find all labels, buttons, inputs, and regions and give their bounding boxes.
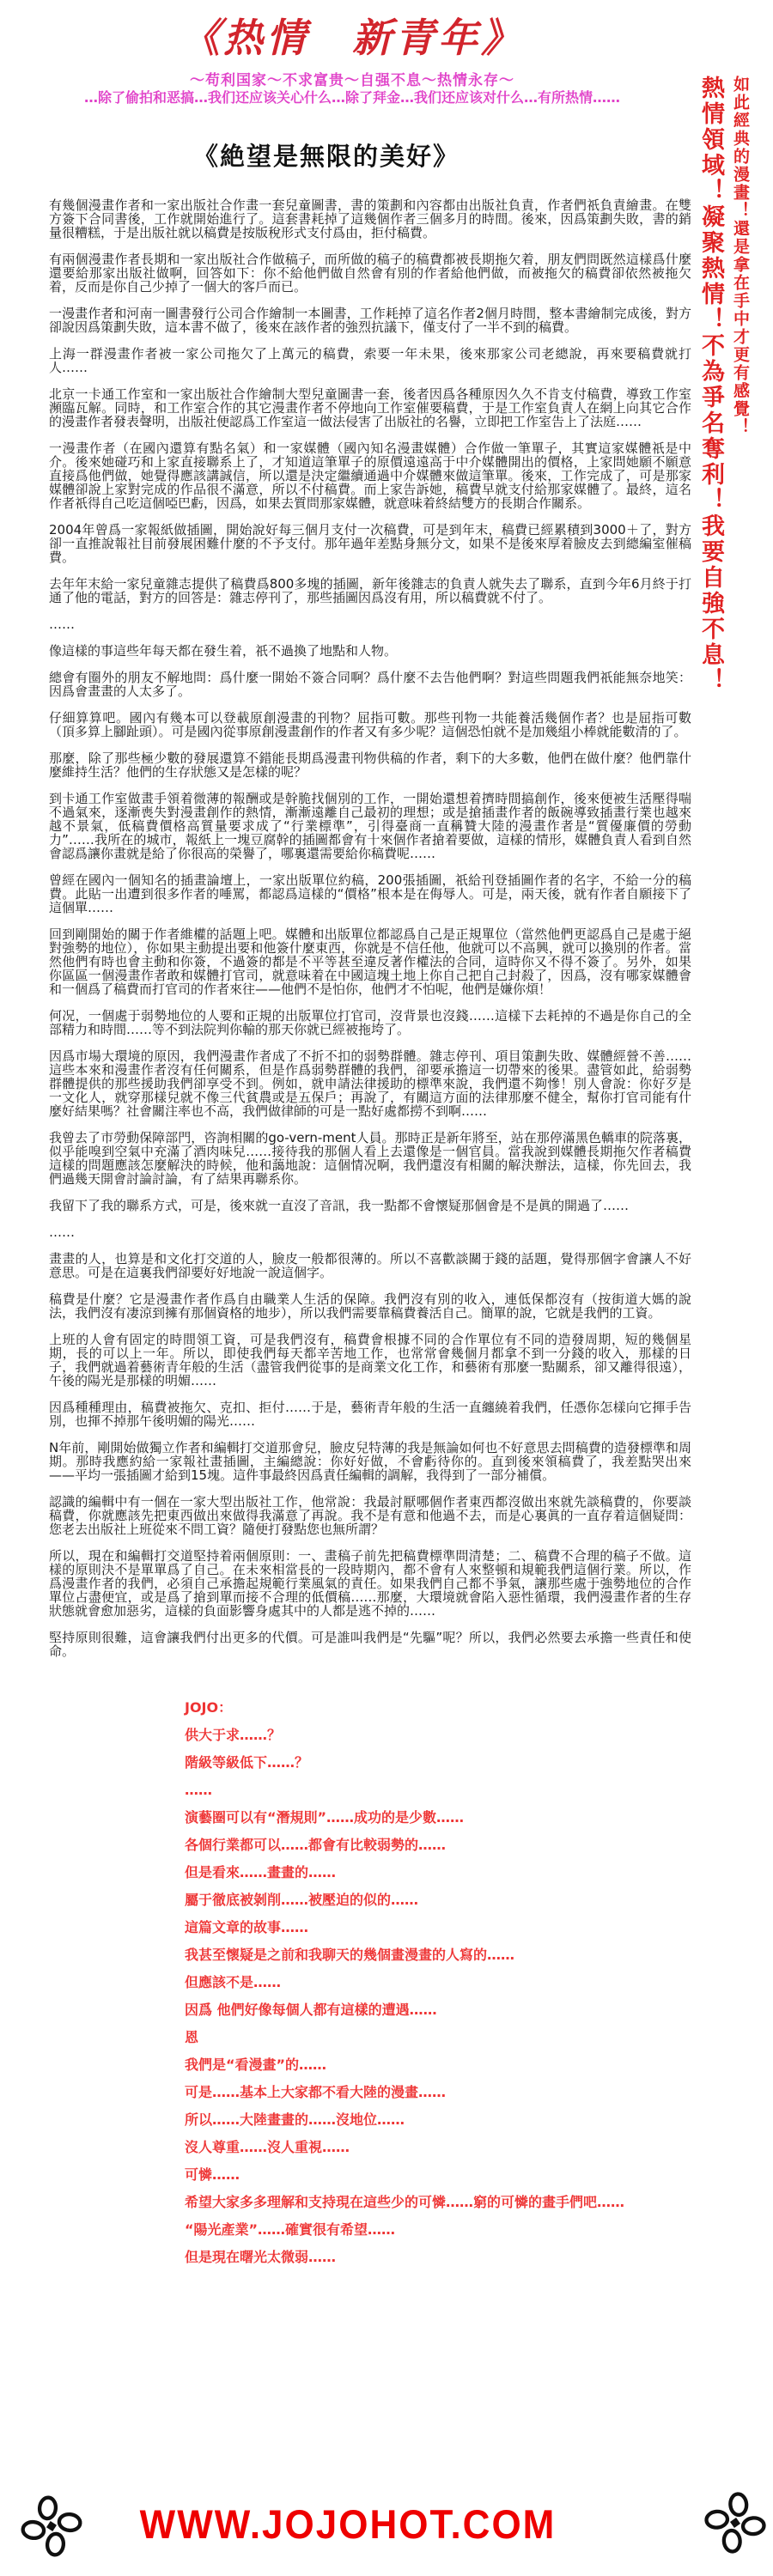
essay-paragraph: 認識的編輯中有一個在一家大型出版社工作，他常說：我最討厭哪個作者東西都沒做出來就先談稿費的，你要談稿費，你就應該先把東西做出來做得我滿意了再說。我不是有意和他過不去，而是心裏眞的一直存着這個疑問：您老去出版社上班從來不問工資？隨便打發點您也無所謂？: [49, 1494, 691, 1537]
essay-paragraph: 到卡通工作室做畫手領着微薄的報酬或是幹脆找個別的工作，一開始還想着擠時間搞創作，後來便被生活壓得喘不過氣來，逐漸喪失對漫畫創作的熱情，漸漸遠離自己最初的理想；或是搶插畫作者的飯碗導致插畫行業也越來越不景氣，低稿費價格高質量要求成了“行業標準”，引得臺商一直稱贊大陸的漫畫作者是“質優廉價的勞動力”……我所在的城市，報紙上一塊豆腐幹的插圖都會有十來個作者搶着要做，這樣的情形，媒體負責人看到自然會認爲讓你畫就是給了你很高的榮譽了，哪裏還需要給你稿費呢……: [49, 791, 691, 861]
jojo-comment-line: 各個行業都可以……都會有比較弱勢的……: [185, 1837, 447, 1853]
essay-paragraph: 總會有圈外的朋友不解地問：爲什麼一開始不簽合同啊？爲什麼不去告他們啊？對這些問題我們祇能無奈地笑：因爲會畫畫的人太多了。: [49, 670, 691, 699]
header: [0, 0, 704, 106]
essay-paragraph: 我曾去了市勞動保障部門，咨詢相關的go-vern-ment人員。那時正是新年將至，站在那停滿黑色轎車的院落裏，似乎能嗅到空氣中充滿了酒肉味兒……接待我的那個人看上去還像是一個官員。當我說到媒體長期拖欠作者稿費這樣的問題應該怎麼解決的時候，他和藹地說：這個情况啊，我們還沒有相關的解決辦法，這樣，你先回去，我們過幾天開會討論討論，有了結果再聯系你。: [49, 1130, 691, 1187]
vertical-slogan-large: 熱情領域！凝聚熱情！不為爭名奪利！我要自強不息！: [697, 76, 724, 694]
jojo-comment-line: JOJO：: [185, 1699, 233, 1716]
vertical-slogan-small: 如此經典的漫畫！還是拿在手中才更有感覺！: [731, 76, 750, 436]
jojo-comment-line: 但應該不是……: [185, 1974, 282, 1990]
essay-paragraph: 一漫畫作者（在國內還算有點名氣）和一家媒體（國內知名漫畫媒體）合作做一筆單子，其實這家媒體祇是中介。後來她碰巧和上家直接聯系上了，才知道這筆單子的原價遠遠高于中介媒體開出的價格，上家問她願不願意直接爲他們做，她覺得應該講誠信，所以還是決定繼續通過中介媒體來做這筆單。後來，工作完成了，可是那家媒體卻說上家對完成的作品很不滿意，所以不付稿費。而上家告訴她，稿費早就支付給那家媒體了。最終，這名作者祇得自己吃這個啞巴虧，因爲，如果去質問那家媒體，就意味着終結雙方的長期合作關系。: [49, 440, 691, 511]
jojo-comment-line: “陽光產業”……確實很有希望……: [185, 2221, 396, 2238]
site-url-link[interactable]: WWW.JOJOHOT.COM: [139, 2502, 557, 2548]
essay-paragraph: 回到剛開始的關于作者維權的話題上吧。媒體和出版單位都認爲自己是正規單位（當然他們更認爲自己是處于絕對強勢的地位），你如果主動提出要和他簽什麼東西，你就是不信任他，他就可以不高興，就可以換別的作者。當然他們有時也會主動和你簽，不過簽的都是不平等甚至違反著作權法的合同，這時你又不得不簽了。另外，如果你區區一個漫畫作者敢和媒體打官司，就意味着在中國這塊土地上你自己把自己封殺了，因爲，沒有哪家媒體會和一個爲了稿費而打官司的作者來往——他們不是怕你，他們才不怕呢，他們是嫌你煩！: [49, 927, 691, 997]
essay-paragraph: 上海一群漫畫作者被一家公司拖欠了上萬元的稿費，索要一年未果，後來那家公司老總說，再來要稿費就打人……: [49, 346, 691, 375]
jojo-comment-line: 但是現在曙光太微弱……: [185, 2249, 337, 2265]
essay-paragraph: 何况，一個處于弱勢地位的人要和正規的出版單位打官司，沒背景也沒錢……這樣下去耗掉的不過是你自己的全部精力和時間……等不到法院判你輸的那天你就已經被拖垮了。: [49, 1008, 691, 1037]
subtitle-line-2: …除了偷拍和恶搞…我们还应该关心什么…除了拜金…我们还应该对什么…有所热情……: [83, 89, 620, 106]
jojo-comment-line: 我甚至懷疑是之前和我聊天的幾個畫漫畫的人寫的……: [185, 1947, 515, 1963]
essay-paragraph: N年前，剛開始做獨立作者和編輯打交道那會兒，臉皮兒特薄的我是無論如何也不好意思去問稿費的造發標準和周期。那時我應約給一家報社畫插圖，主編總說：你好好做，不會虧待你的。直到後來領稿費了，我差點哭出來——平均一張插圖才給到15塊。這件事最終因爲責任編輯的調解，我得到了一部分補償。: [49, 1440, 691, 1483]
jojo-comment-line: 因爲 他們好像每個人都有這樣的遭遇……: [185, 2002, 437, 2018]
essay-paragraph: 那麼，除了那些極少數的發展還算不錯能長期爲漫畫刊物供稿的作者，剩下的大多數，他們在做什麼？他們靠什麼維持生活？他們的生存狀態又是怎樣的呢？: [49, 750, 691, 780]
jojo-comment-block: [185, 1694, 773, 2271]
jojo-comment-line: 可是……基本上大家都不看大陸的漫畫……: [185, 2084, 447, 2100]
jojo-comment-line: 恩: [185, 2029, 199, 2045]
jojo-comment-line: 我們是“看漫畫”的……: [185, 2057, 327, 2073]
jojo-comment-line: 但是看來……畫畫的……: [185, 1864, 337, 1880]
jojo-comment-line: 所以……大陸畫畫的……沒地位……: [185, 2111, 405, 2128]
jojo-comment-line: ……: [185, 1782, 212, 1798]
page-title: 《热情 新青年》: [180, 15, 524, 61]
jojo-comment-line: 希望大家多多理解和支持現在這些少的可憐……窮的可憐的畫手們吧……: [185, 2194, 625, 2210]
essay-paragraph: 北京一卡通工作室和一家出版社合作繪制大型兒童圖書一套，後者因爲各種原因久久不肯支付稿費，導致工作室瀕臨瓦解。同時，和工作室合作的其它漫畫作者不停地向工作室催要稿費，于是工作室負責人在網上向其它合作的漫畫作者發表聲明，出版社便認爲工作室這一做法侵害了出版社的名譽，立即把工作室告上了法庭……: [49, 386, 691, 429]
subtitle-line-1: ～苟利国家～不求富贵～自强不息～热情永存～: [190, 72, 514, 89]
pinwheel-flower-icon: [698, 2480, 772, 2565]
essay-paragraph: 像這樣的事這些年每天都在發生着，祇不過換了地點和人物。: [49, 643, 398, 659]
jojo-comment-line: 階級等級低下……？: [185, 1754, 309, 1771]
essay-paragraph: 上班的人會有固定的時間領工資，可是我們沒有，稿費會根據不同的合作單位有不同的造發周期，短的幾個星期，長的可以上一年。所以，即使我們每天都辛苦地工作，也常常會幾個月都拿不到一分錢的收入，那樣的日子，我們就過着藝術青年般的生活（盡管我們從事的是商業文化工作，和藝術有那麼一點關系，卻又離得很遠），午後的陽光是那樣的明媚……: [49, 1332, 691, 1388]
jojo-comment-line: 供大于求……？: [185, 1727, 282, 1743]
essay-paragraph: 有兩個漫畫作者長期和一家出版社合作做稿子，而所做的稿子的稿費都被長期拖欠着，朋友們問既然這樣爲什麼還要給那家出版社做啊，回答如下：你不給他們做自然會有別的作者給他們做，而被拖欠的稿費卻依然被拖欠着，反而是你自己少掉了一個大的客戶而已。: [49, 252, 691, 295]
jojo-comment-line: 可憐……: [185, 2166, 240, 2183]
essay-paragraph: 2004年曾爲一家報紙做插圖，開始說好每三個月支付一次稿費，可是到年末，稿費已經累積到3000＋了，對方卻一直推說報社目前發展困難什麼的不予支付。那年過年差點身無分文，如果不是後來厚着臉皮去到總編室催稿費。: [49, 522, 691, 565]
essay-paragraph: 稿費是什麼？它是漫畫作者作爲自由職業人生活的保障。我們沒有別的收入，連低保都沒有（按街道大媽的說法，我們沒有凄涼到擁有那個資格的地步），所以我們需要靠稿費養活自己。簡單的說，它就是我們的工資。: [49, 1291, 691, 1321]
essay-body: [49, 198, 691, 1658]
essay-paragraph: 畫畫的人，也算是和文化打交道的人，臉皮一般都很薄的。所以不喜歡談關于錢的話題，覺得那個字會讓人不好意思。可是在這裏我們卻要好好地說一說這個字。: [49, 1251, 691, 1280]
jojo-comment-line: 演藝圈可以有“潛規則”……成功的是少數……: [185, 1809, 465, 1826]
essay-paragraph: 堅持原則很難，這會讓我們付出更多的代價。可是誰叫我們是“先驅”呢？所以，我們必然要去承擔一些責任和使命。: [49, 1630, 691, 1659]
essay-paragraph: 因爲種種理由，稿費被拖欠、克扣、拒付……于是，藝術青年般的生活一直纏繞着我們，任憑你怎樣向它揮手告別，也揮不掉那午後明媚的陽光……: [49, 1400, 691, 1429]
essay-paragraph: ……: [49, 617, 75, 632]
essay-paragraph: 我留下了我的聯系方式，可是，後來就一直沒了音訊，我一點都不會懷疑那個會是不是眞的開過了……: [49, 1198, 630, 1213]
essay-paragraph: 曾經在國內一個知名的插畫論壇上，一家出版單位約稿，200張插圖，祇給刊登插圖作者的名字，不給一分的稿費。此貼一出遭到很多作者的唾罵，都認爲這樣的“價格”根本是在侮辱人。可是，兩天後，就有作者自願接下了這個單……: [49, 872, 691, 915]
pinwheel-flower-icon: [14, 2482, 90, 2569]
essay-paragraph: 去年年末給一家兒童雜志提供了稿費爲800多塊的插圖，新年後雜志的負責人就失去了聯系，直到今年6月終于打通了他的電話，對方的回答是：雜志停刊了，那些插圖因爲沒有用，所以稿費就不付了。: [49, 576, 691, 605]
jojo-comment-line: 屬于徹底被剝削……被壓迫的似的……: [185, 1892, 419, 1908]
jojo-comment-line: 這篇文章的故事……: [185, 1919, 309, 1935]
essay-paragraph: 仔細算算吧。國內有幾本可以登載原創漫畫的刊物？屈指可數。那些刊物一共能養活幾個作者？也是屈指可數（頂多算上腳趾頭）。可是國內從事原創漫畫創作的作者又有多少呢？這個恐怕就不是加幾組小棒就能數清的了。: [49, 710, 691, 739]
essay-paragraph: 所以，現在和編輯打交道堅持着兩個原則：一、畫稿子前先把稿費標準問清楚；二、稿費不合理的稿子不做。這樣的原則決不是單單爲了自己。在未來相當長的一段時期內，都不會有人來整頓和規範我們這個行業。所以，作爲漫畫作者的我們，必須自己承擔起規範行業風氣的責任。如果我們自己都不爭氣，讓那些處于強勢地位的合作單位占盡便宜，或是爲了搶到單而接不合理的低價稿……那麼，大環境就會陷入惡性循環，我們漫畫作者的生存狀態就會愈加惡劣，這樣的負面影響身處其中的人都是逃不掉的……: [49, 1548, 691, 1619]
essay-paragraph: ……: [49, 1224, 75, 1240]
essay-paragraph: 因爲市場大環境的原因，我們漫畫作者成了不折不扣的弱勢群體。雜志停刊、項目策劃失敗、媒體經營不善……這些本來和漫畫作者沒有任何關系，但是作爲弱勢群體的我們，卻要承擔這一切帶來的後果。盡管如此，給弱勢群體提供的那些援助我們卻享受不到。例如，就申請法律援助的標準來說，我們還不夠慘！別人會說：你好歹是一文化人，就穿那樣兒就不像三代貧農或是五保戶；再說了，有關這方面的法律那麼不健全，幫你打官司能有什麼好結果嗎？社會關注率也不高，我們做律師的可是一點好處都撈不到啊……: [49, 1048, 691, 1119]
essay-paragraph: 一漫畫作者和河南一圖書發行公司合作繪制一本圖書，工作耗掉了這名作者2個月時間，整本書繪制完成後，對方卻說因爲策劃失敗，這本書不做了，後來在該作者的強烈抗議下，僅支付了一半不到的稿費。: [49, 306, 691, 335]
essay-title: 《絶望是無限的美好》: [192, 142, 460, 171]
essay-paragraph: 有幾個漫畫作者和一家出版社合作畫一套兒童圖書，書的策劃和內容都由出版社負責，作者們祇負責繪畫。在雙方簽下合同書後，工作就開始進行了。這套書耗掉了這幾個作者三個多月的時間。後來，因爲策劃失敗，書的銷量很糟糕，于是出版社就以稿費是按版稅形式支付爲由，拒付稿費。: [49, 197, 691, 240]
jojo-comment-line: 沒人尊重……沒人重視……: [185, 2139, 350, 2155]
